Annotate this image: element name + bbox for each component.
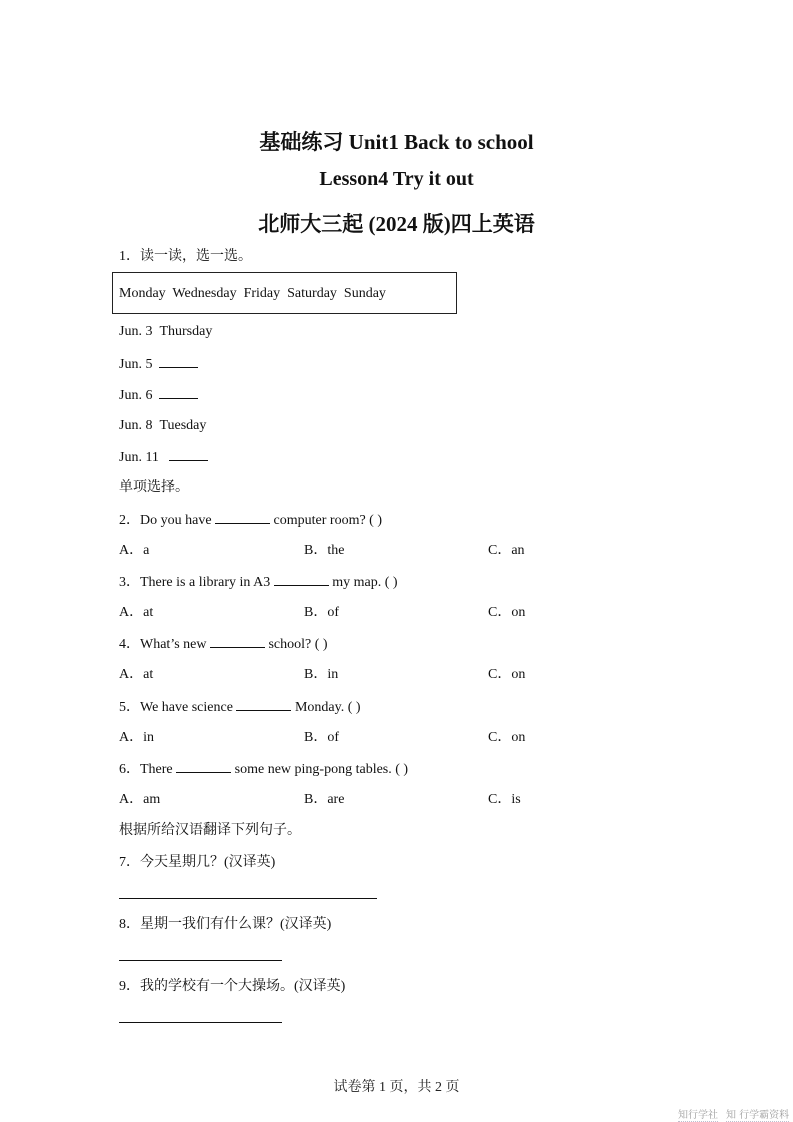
question-9: 9．我的学校有一个大操场。(汉译英) — [119, 979, 346, 994]
option-b[interactable]: B．are — [304, 792, 345, 807]
answer-blank[interactable] — [159, 355, 198, 368]
option-a[interactable]: A．at — [119, 605, 154, 620]
question-8: 8．星期一我们有什么课？(汉译英) — [119, 917, 332, 932]
question-2: 2．Do you have computer room? ( ) — [119, 513, 383, 528]
page-number: 试卷第 1 页，共 2 页 — [333, 1080, 460, 1095]
lesson-title: Lesson4 Try it out — [319, 168, 474, 190]
date-item: Jun. 3 Thursday — [119, 324, 213, 339]
answer-blank[interactable] — [159, 386, 198, 399]
date-item: Jun. 11 — [119, 448, 208, 467]
option-a[interactable]: A．at — [119, 667, 154, 682]
option-b[interactable]: B．of — [304, 605, 339, 620]
option-c[interactable]: C．on — [488, 605, 526, 620]
answer-line[interactable] — [119, 960, 282, 961]
option-b[interactable]: B．in — [304, 667, 339, 682]
date-item: Jun. 8 Tuesday — [119, 418, 207, 433]
question-5: 5．We have science Monday. ( ) — [119, 700, 361, 715]
page-title: 基础练习 Unit1 Back to school — [259, 130, 534, 154]
question-7: 7．今天星期几？(汉译英) — [119, 855, 276, 870]
word-bank-box — [112, 272, 457, 314]
answer-line[interactable] — [119, 898, 377, 899]
date-item: Jun. 5 — [119, 355, 198, 374]
answer-line[interactable] — [119, 1022, 282, 1023]
answer-blank[interactable] — [236, 698, 291, 711]
section-heading-choice: 单项选择。 — [119, 480, 189, 495]
option-c[interactable]: C．is — [488, 792, 521, 807]
word-bank: Monday Wednesday Friday Saturday Sunday — [119, 286, 386, 301]
option-a[interactable]: A．am — [119, 792, 161, 807]
option-c[interactable]: C．an — [488, 543, 525, 558]
option-c[interactable]: C．on — [488, 667, 526, 682]
section-heading-translate: 根据所给汉语翻译下列句子。 — [119, 823, 301, 838]
option-b[interactable]: B．the — [304, 543, 345, 558]
question-6: 6．There some new ping-pong tables. ( ) — [119, 762, 409, 777]
date-item: Jun. 6 — [119, 386, 198, 405]
option-b[interactable]: B．of — [304, 730, 339, 745]
watermark-left: 知行学社 — [678, 1106, 718, 1122]
edition-title: 北师大三起 (2024 版)四上英语 — [258, 212, 535, 236]
answer-blank[interactable] — [274, 573, 329, 586]
answer-blank[interactable] — [169, 448, 208, 461]
option-a[interactable]: A．in — [119, 730, 154, 745]
question-1-prompt: 1．读一读，选一选。 — [119, 249, 252, 264]
question-3: 3．There is a library in A3 my map. ( ) — [119, 575, 398, 590]
option-a[interactable]: A．a — [119, 543, 150, 558]
question-4: 4．What’s new school? ( ) — [119, 637, 328, 652]
answer-blank[interactable] — [210, 635, 265, 648]
watermark-right: 知 行学霸资料 — [726, 1106, 789, 1122]
option-c[interactable]: C．on — [488, 730, 526, 745]
answer-blank[interactable] — [176, 760, 231, 773]
answer-blank[interactable] — [215, 511, 270, 524]
